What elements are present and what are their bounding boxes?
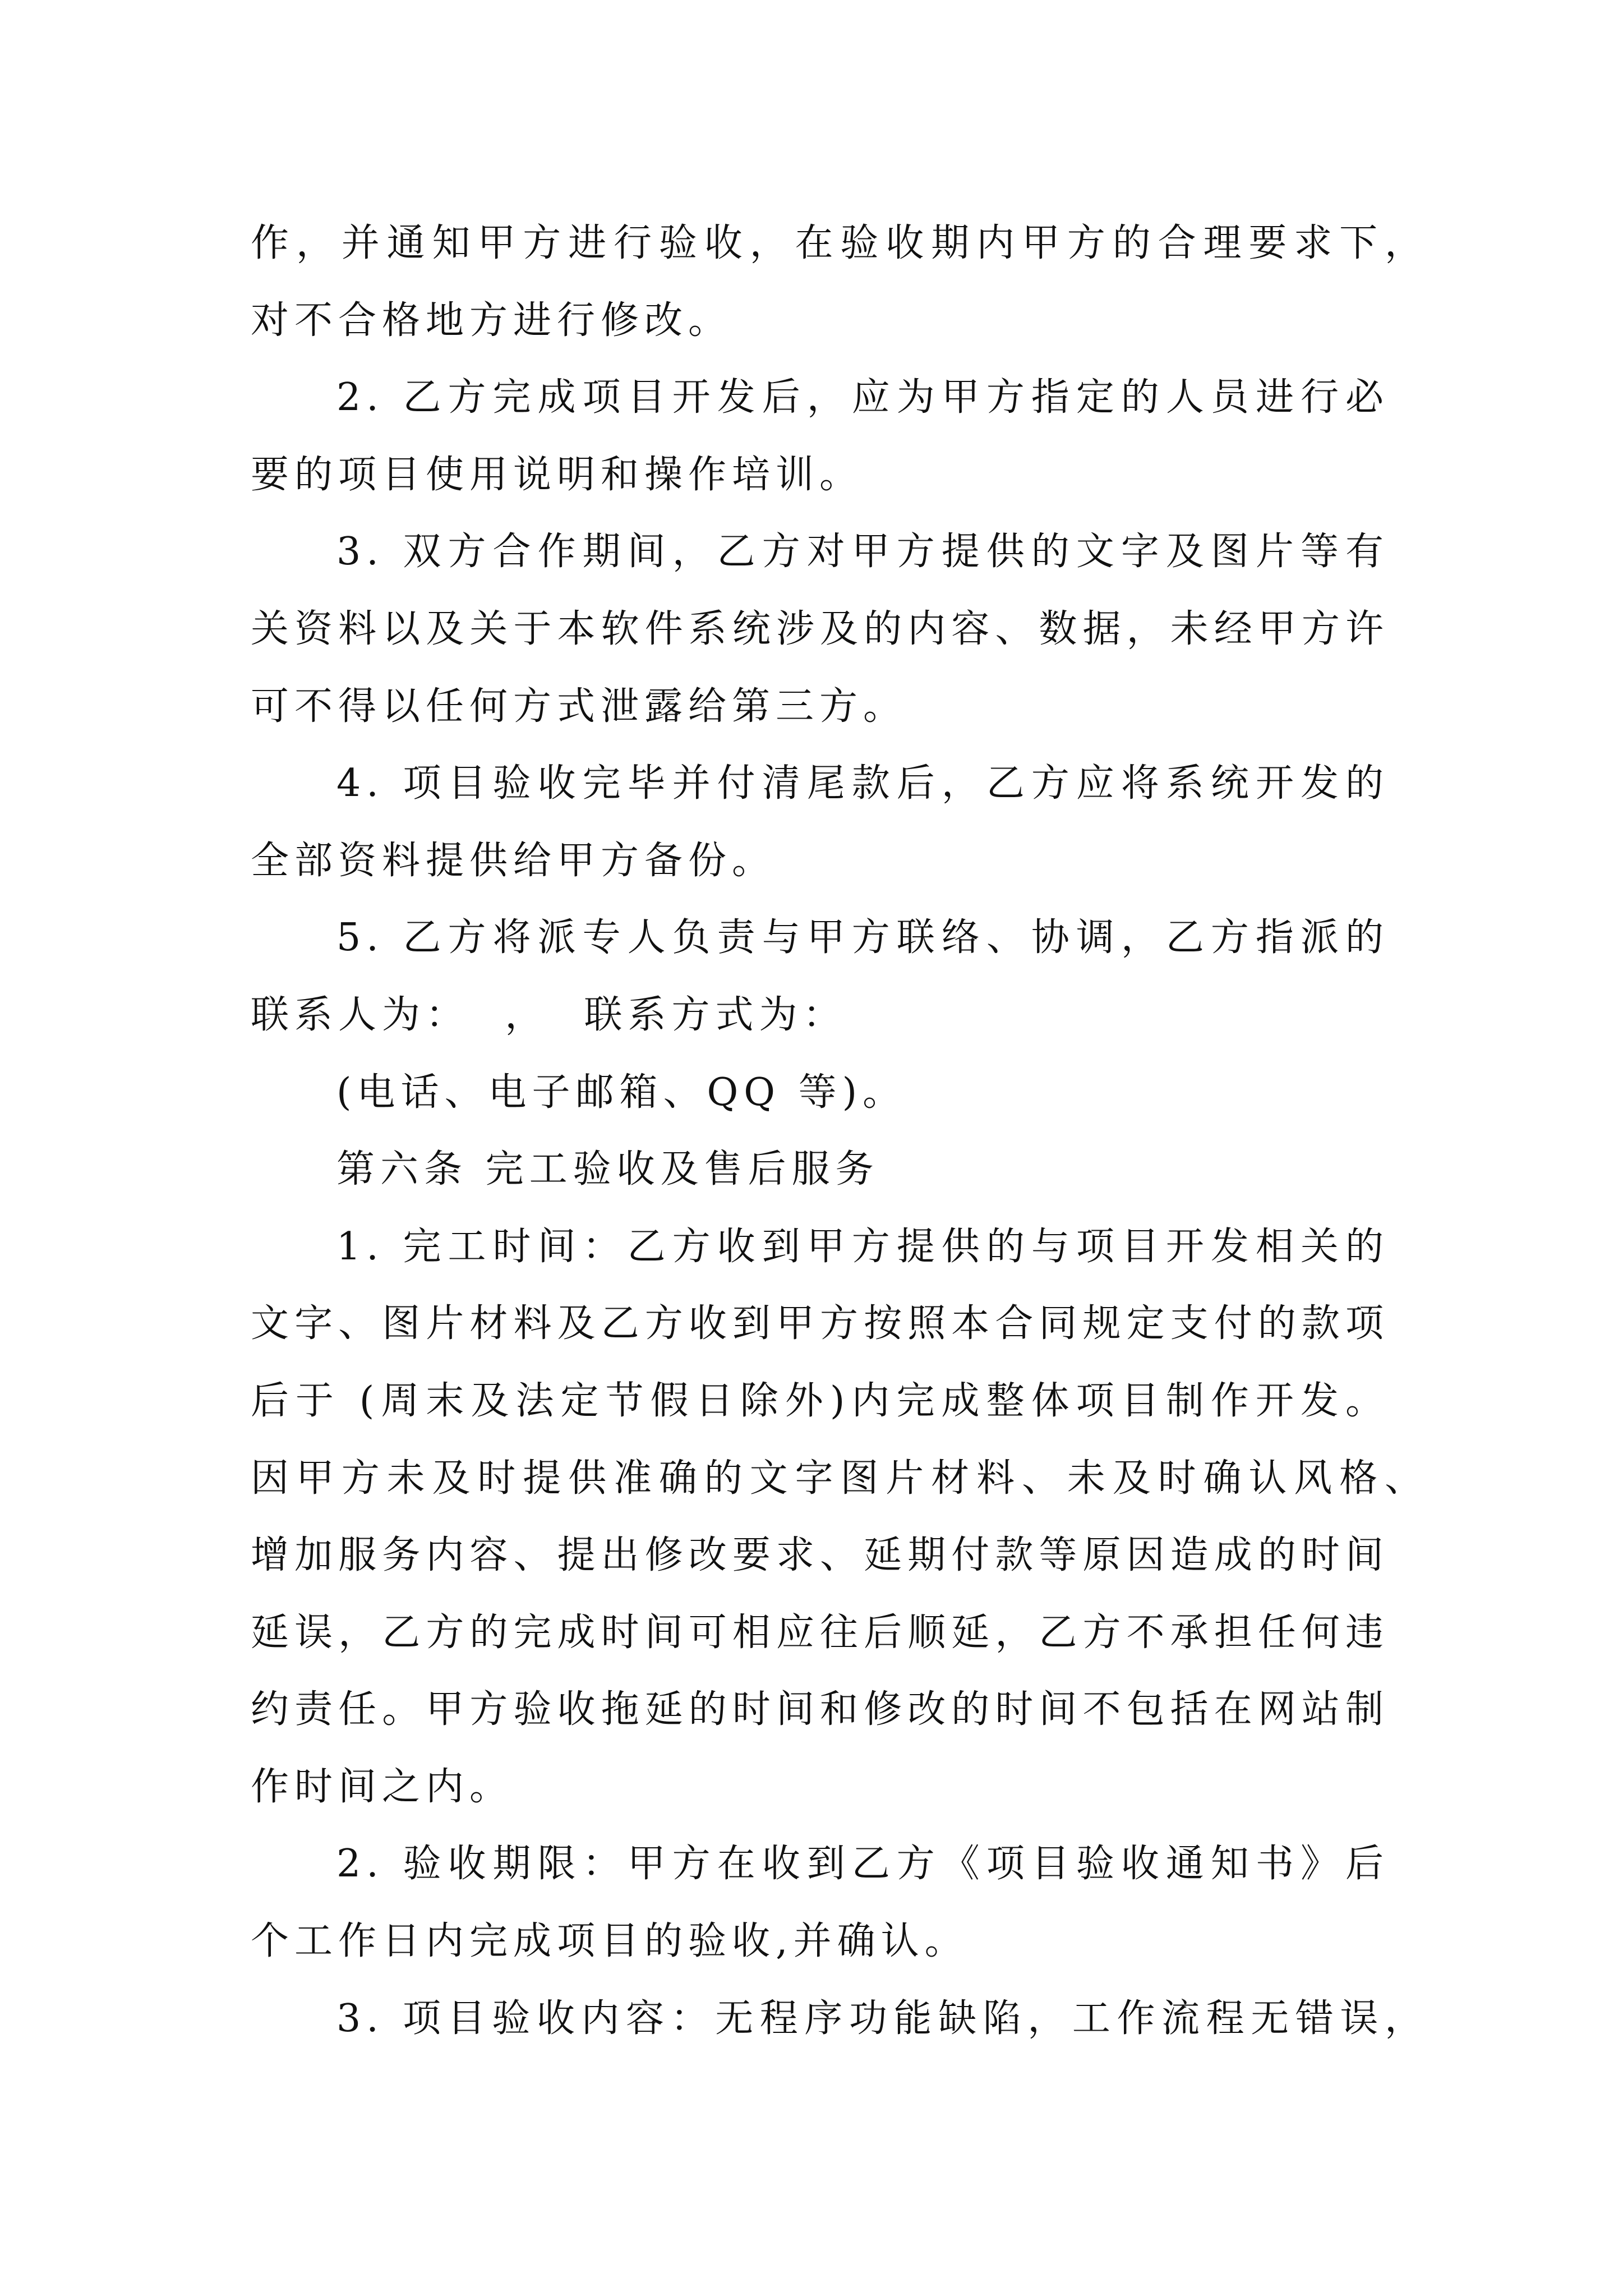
text-line: 文字、图片材料及乙方收到甲方按照本合同规定支付的款项 (251, 1301, 1389, 1346)
text-line: 5. 乙方将派专人负责与甲方联络、协调，乙方指派的 (336, 915, 1389, 960)
document-body (251, 205, 1428, 2057)
paragraph (251, 1980, 1428, 2058)
text-line: 联系人为： ， 联系方式为： (251, 992, 847, 1037)
text-line: 2. 乙方完成项目开发后，应为甲方指定的人员进行必 (336, 375, 1389, 420)
text-line: 个工作日内完成项目的验收,并确认。 (251, 1919, 969, 1964)
text-line: 延误，乙方的完成时间可相应往后顺延，乙方不承担任何违 (251, 1610, 1389, 1655)
text-line: 作时间之内。 (251, 1764, 514, 1809)
text-line: 3. 双方合作期间，乙方对甲方提供的文字及图片等有 (336, 530, 1389, 574)
paragraph (251, 205, 1428, 359)
text-line: 可不得以任何方式泄露给第三方。 (251, 684, 907, 729)
text-line: 后于 (周末及法定节假日除外)内完成整体项目制作开发。 (251, 1378, 1389, 1423)
text-line: 全部资料提供给甲方备份。 (251, 838, 776, 883)
paragraph (251, 899, 1428, 1053)
text-line: 增加服务内容、提出修改要求、延期付款等原因造成的时间 (251, 1533, 1389, 1578)
text-line: 第六条 完工验收及售后服务 (336, 1147, 879, 1192)
text-line: 约责任。甲方验收拖延的时间和修改的时间不包括在网站制 (251, 1687, 1389, 1732)
text-line: 2. 验收期限：甲方在收到乙方《项目验收通知书》后 (336, 1842, 1389, 1887)
paragraph (251, 1054, 1428, 1131)
text-line: 作，并通知甲方进行验收，在验收期内甲方的合理要求下， (251, 221, 1428, 265)
paragraph (251, 1208, 1428, 1826)
paragraph (251, 359, 1428, 513)
text-line: 4. 项目验收完毕并付清尾款后，乙方应将系统开发的 (336, 761, 1389, 806)
paragraph (251, 1825, 1428, 1980)
text-line: 要的项目使用说明和操作培训。 (251, 452, 864, 497)
text-line: 1. 完工时间：乙方收到甲方提供的与项目开发相关的 (336, 1224, 1389, 1269)
text-line: (电话、电子邮箱、QQ 等)。 (336, 1070, 907, 1115)
text-line: 3. 项目验收内容：无程序功能缺陷，工作流程无错误， (336, 1996, 1428, 2041)
text-line: 因甲方未及时提供准确的文字图片材料、未及时确认风格、 (251, 1456, 1428, 1501)
text-line: 对不合格地方进行修改。 (251, 298, 732, 343)
paragraph (251, 513, 1428, 745)
text-line: 关资料以及关于本软件系统涉及的内容、数据，未经甲方许 (251, 606, 1389, 651)
paragraph (251, 745, 1428, 899)
section-heading (251, 1131, 1428, 1208)
